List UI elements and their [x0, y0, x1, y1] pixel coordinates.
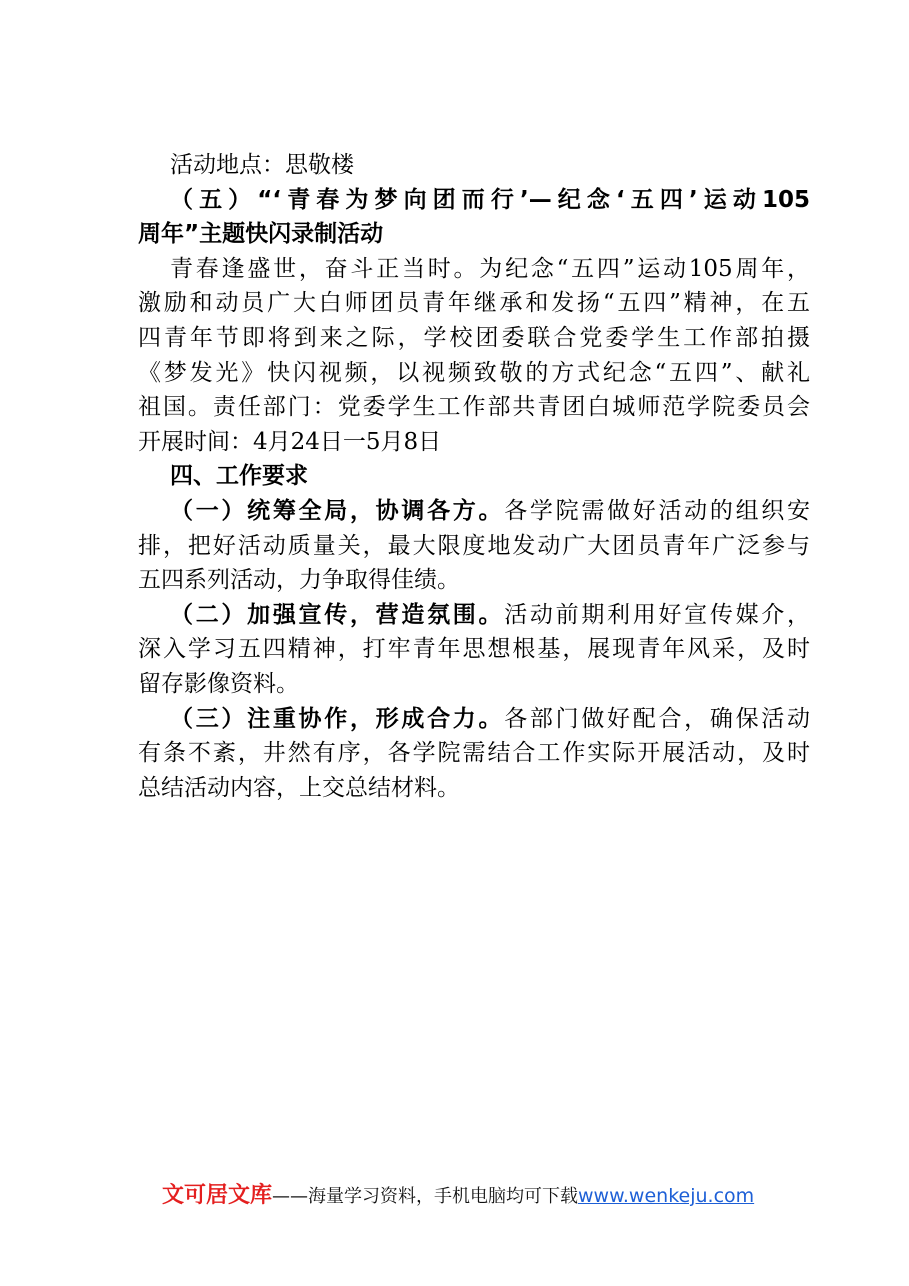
paragraph-line: 五四系列活动，力争取得佳绩。: [138, 567, 460, 594]
requirement-three-lead: （三）注重协作，形成合力。: [170, 704, 505, 732]
paragraph-line: 激励和动员广大白师团员青年继承和发扬“五四”精神，在五: [138, 290, 810, 317]
paragraph-line: 青春逢盛世，奋斗正当时。为纪念“五四”运动105周年，: [170, 255, 810, 282]
paragraph-line: 总结活动内容，上交总结材料。: [138, 774, 460, 801]
paragraph-line: 有条不紊，井然有序，各学院需结合工作实际开展活动，及时: [138, 740, 810, 767]
requirement-one-line: （一）统筹全局，协调各方。各学院需做好活动的组织安: [170, 496, 811, 524]
section-heading-work-requirements: 四、工作要求: [170, 463, 308, 490]
requirement-three-line: （三）注重协作，形成合力。各部门做好配合，确保活动: [170, 704, 811, 732]
footer-brand: 文可居文库: [162, 1183, 273, 1208]
activity-five-title-line-1: （五）“‘青春为梦向团而行’—纪念‘五四’运动105: [170, 186, 810, 213]
paragraph-line: 《梦发光》快闪视频，以视频致敬的方式纪念“五四”、献礼: [138, 359, 810, 386]
paragraph-line: 排，把好活动质量关，最大限度地发动广大团员青年广泛参与: [138, 532, 810, 559]
footer-website-link[interactable]: www.wenkeju.com: [578, 1185, 755, 1207]
footer-banner: [162, 1181, 782, 1211]
requirement-one-lead: （一）统筹全局，协调各方。: [170, 496, 505, 524]
activity-five-title-line-2: 周年”主题快闪录制活动: [138, 221, 384, 248]
requirement-two-lead: （二）加强宣传，营造氛围。: [170, 600, 505, 628]
footer-tagline: ——海量学习资料，手机电脑均可下载: [272, 1186, 579, 1207]
requirement-two-line: （二）加强宣传，营造氛围。活动前期利用好宣传媒介，: [170, 600, 811, 628]
paragraph-line: 深入学习五四精神，打牢青年思想根基，展现青年风采，及时: [138, 636, 810, 663]
activity-location-line: 活动地点：思敬楼: [170, 152, 354, 178]
document-body: [138, 148, 810, 805]
schedule-line: 开展时间：4月24日一5月8日: [138, 428, 442, 455]
paragraph-line: 祖国。责任部门：党委学生工作部共青团白城师范学院委员会: [138, 394, 810, 421]
paragraph-line: 四青年节即将到来之际，学校团委联合党委学生工作部拍摄: [138, 324, 810, 351]
paragraph-line: 留存影像资料。: [138, 670, 299, 697]
